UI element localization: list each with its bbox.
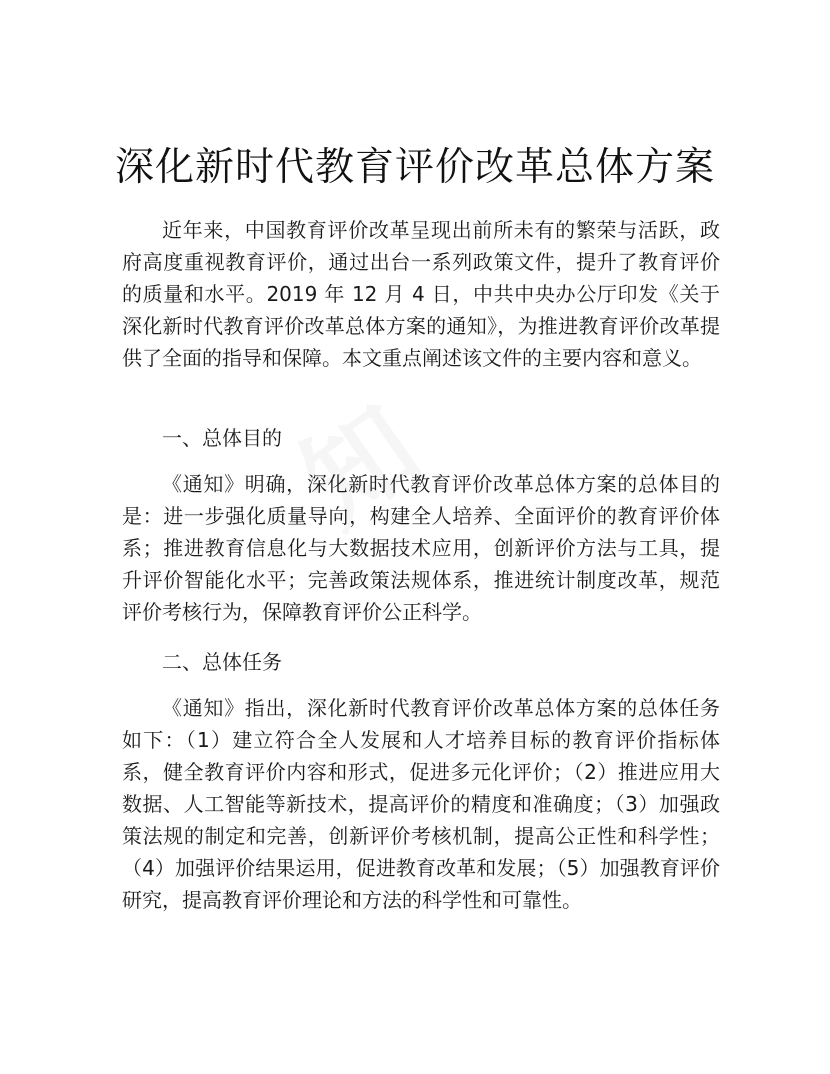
section-2-heading-block	[122, 646, 720, 678]
section-heading: 一、总体目的	[162, 426, 282, 450]
section-paragraph: 《通知》明确，深化新时代教育评价改革总体方案的总体目的是：进一步强化质量导向，构建全人培养、全面评价的教育评价体系；推进教育信息化与大数据技术应用，创新评价方法与工具，提升评价智能化水平；完善政策法规体系，推进统计制度改革，规范评价考核行为，保障教育评价公正科学。	[122, 472, 720, 624]
section-paragraph: 《通知》指出，深化新时代教育评价改革总体方案的总体任务如下：（1）建立符合全人发展和人才培养目标的教育评价指标体系，健全教育评价内容和形式，促进多元化评价；（2）推进应用大数据、人工智能等新技术，提高评价的精度和准确度；（3）加强政策法规的制定和完善，创新评价考核机制，提高公正性和科学性；（4）加强评价结果运用，促进教育改革和发展；（5）加强教育评价研究，提高教育评价理论和方法的科学性和可靠性。	[122, 696, 720, 912]
section-1-paragraph-block	[122, 468, 720, 628]
section-2-paragraph-block	[122, 692, 720, 916]
section-1-heading-block	[122, 422, 720, 454]
intro-paragraph: 近年来，中国教育评价改革呈现出前所未有的繁荣与活跃，政府高度重视教育评价，通过出台一系列政策文件，提升了教育评价的质量和水平。2019 年 12 月 4 日，中共中央办公厅印发《关于深化新时代教育评价改革总体方案的通知》，为推进教育评价改革提供了全面的指导和保障。本文重点阐述该文件的主要内容和意义。	[122, 218, 720, 370]
document-title: 深化新时代教育评价改革总体方案	[114, 145, 715, 190]
intro-paragraph-block	[122, 214, 720, 374]
section-heading: 二、总体任务	[162, 650, 282, 674]
